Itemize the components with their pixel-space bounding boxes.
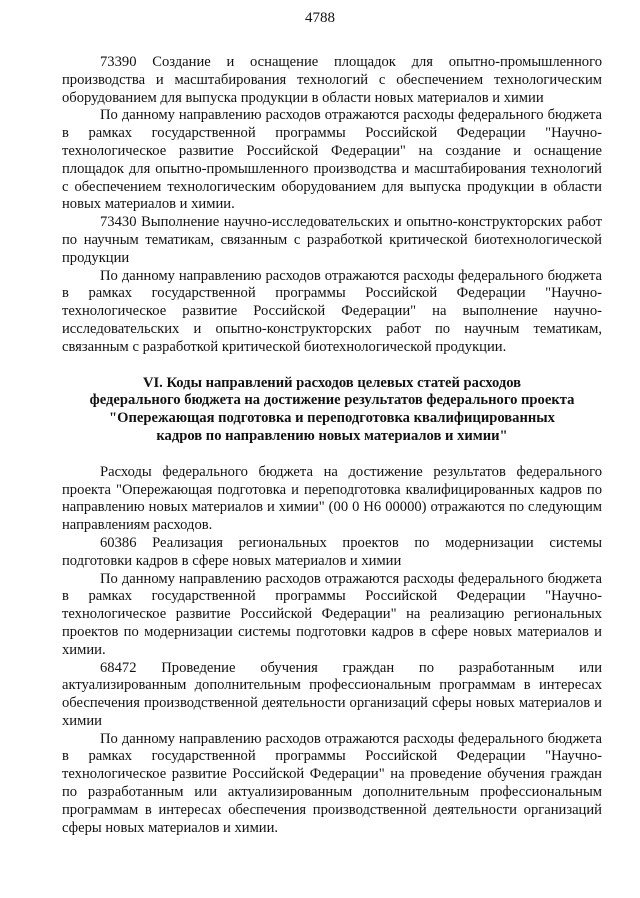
- paragraph: 68472 Проведение обучения граждан по разработанным или актуализированным дополнительным профессиональным программам в интересах обеспечения производственной деятельности организаций сферы новых материалов и химии: [62, 659, 602, 729]
- section-heading: [62, 375, 602, 446]
- paragraph: По данному направлению расходов отражаются расходы федерального бюджета в рамках государственной программы Российской Федерации "Научно-технологическое развитие Российской Федерации" на выполнение научно-исследовательских и опытно-конструкторских работ по научным тематикам, связанным с разработкой критической биотехнологической продукции.: [62, 267, 602, 355]
- paragraph: По данному направлению расходов отражаются расходы федерального бюджета в рамках государственной программы Российской Федерации "Научно-технологическое развитие Российской Федерации" на проведение обучения граждан по разработанным или актуализированным дополнительным профессиональным программам в интересах обеспечения производственной деятельности организаций сферы новых материалов и химии.: [62, 730, 602, 836]
- paragraph: Расходы федерального бюджета на достижение результатов федерального проекта "Опережающая подготовка и переподготовка квалифицированных кадров по направлению новых материалов и химии" (00 0 Н6 00000) отражаются по следующим направлениям расходов.: [62, 463, 602, 534]
- paragraph: 73390 Создание и оснащение площадок для опытно-промышленного производства и масштабирования технологий с обеспечением технологическим оборудованием для выпуска продукции в области новых материалов и химии: [62, 54, 602, 106]
- heading-line: VI. Коды направлений расходов целевых статей расходов: [142, 374, 522, 391]
- heading-line: кадров по направлению новых материалов и химии": [156, 427, 508, 444]
- heading-line: федерального бюджета на достижение результатов федерального проекта: [89, 392, 575, 409]
- document-body: [62, 54, 602, 837]
- paragraph: По данному направлению расходов отражаются расходы федерального бюджета в рамках государственной программы Российской Федерации "Научно-технологическое развитие Российской Федерации" на реализацию региональных проектов по модернизации системы подготовки кадров в сфере новых материалов и химии.: [62, 570, 602, 658]
- paragraph: По данному направлению расходов отражаются расходы федерального бюджета в рамках государственной программы Российской Федерации "Научно-технологическое развитие Российской Федерации" на создание и оснащение площадок для опытно-промышленного производства и масштабирования технологий с обеспечением технологическим оборудованием для выпуска продукции в области новых материалов и химии.: [62, 107, 602, 213]
- heading-line: "Опережающая подготовка и переподготовка квалифицированных: [109, 410, 555, 427]
- page-number: 4788: [305, 10, 335, 26]
- paragraph: 60386 Реализация региональных проектов по модернизации системы подготовки кадров в сфере новых материалов и химии: [62, 534, 602, 569]
- paragraph: 73430 Выполнение научно-исследовательских и опытно-конструкторских работ по научным тематикам, связанным с разработкой критической биотехнологической продукции: [62, 214, 602, 266]
